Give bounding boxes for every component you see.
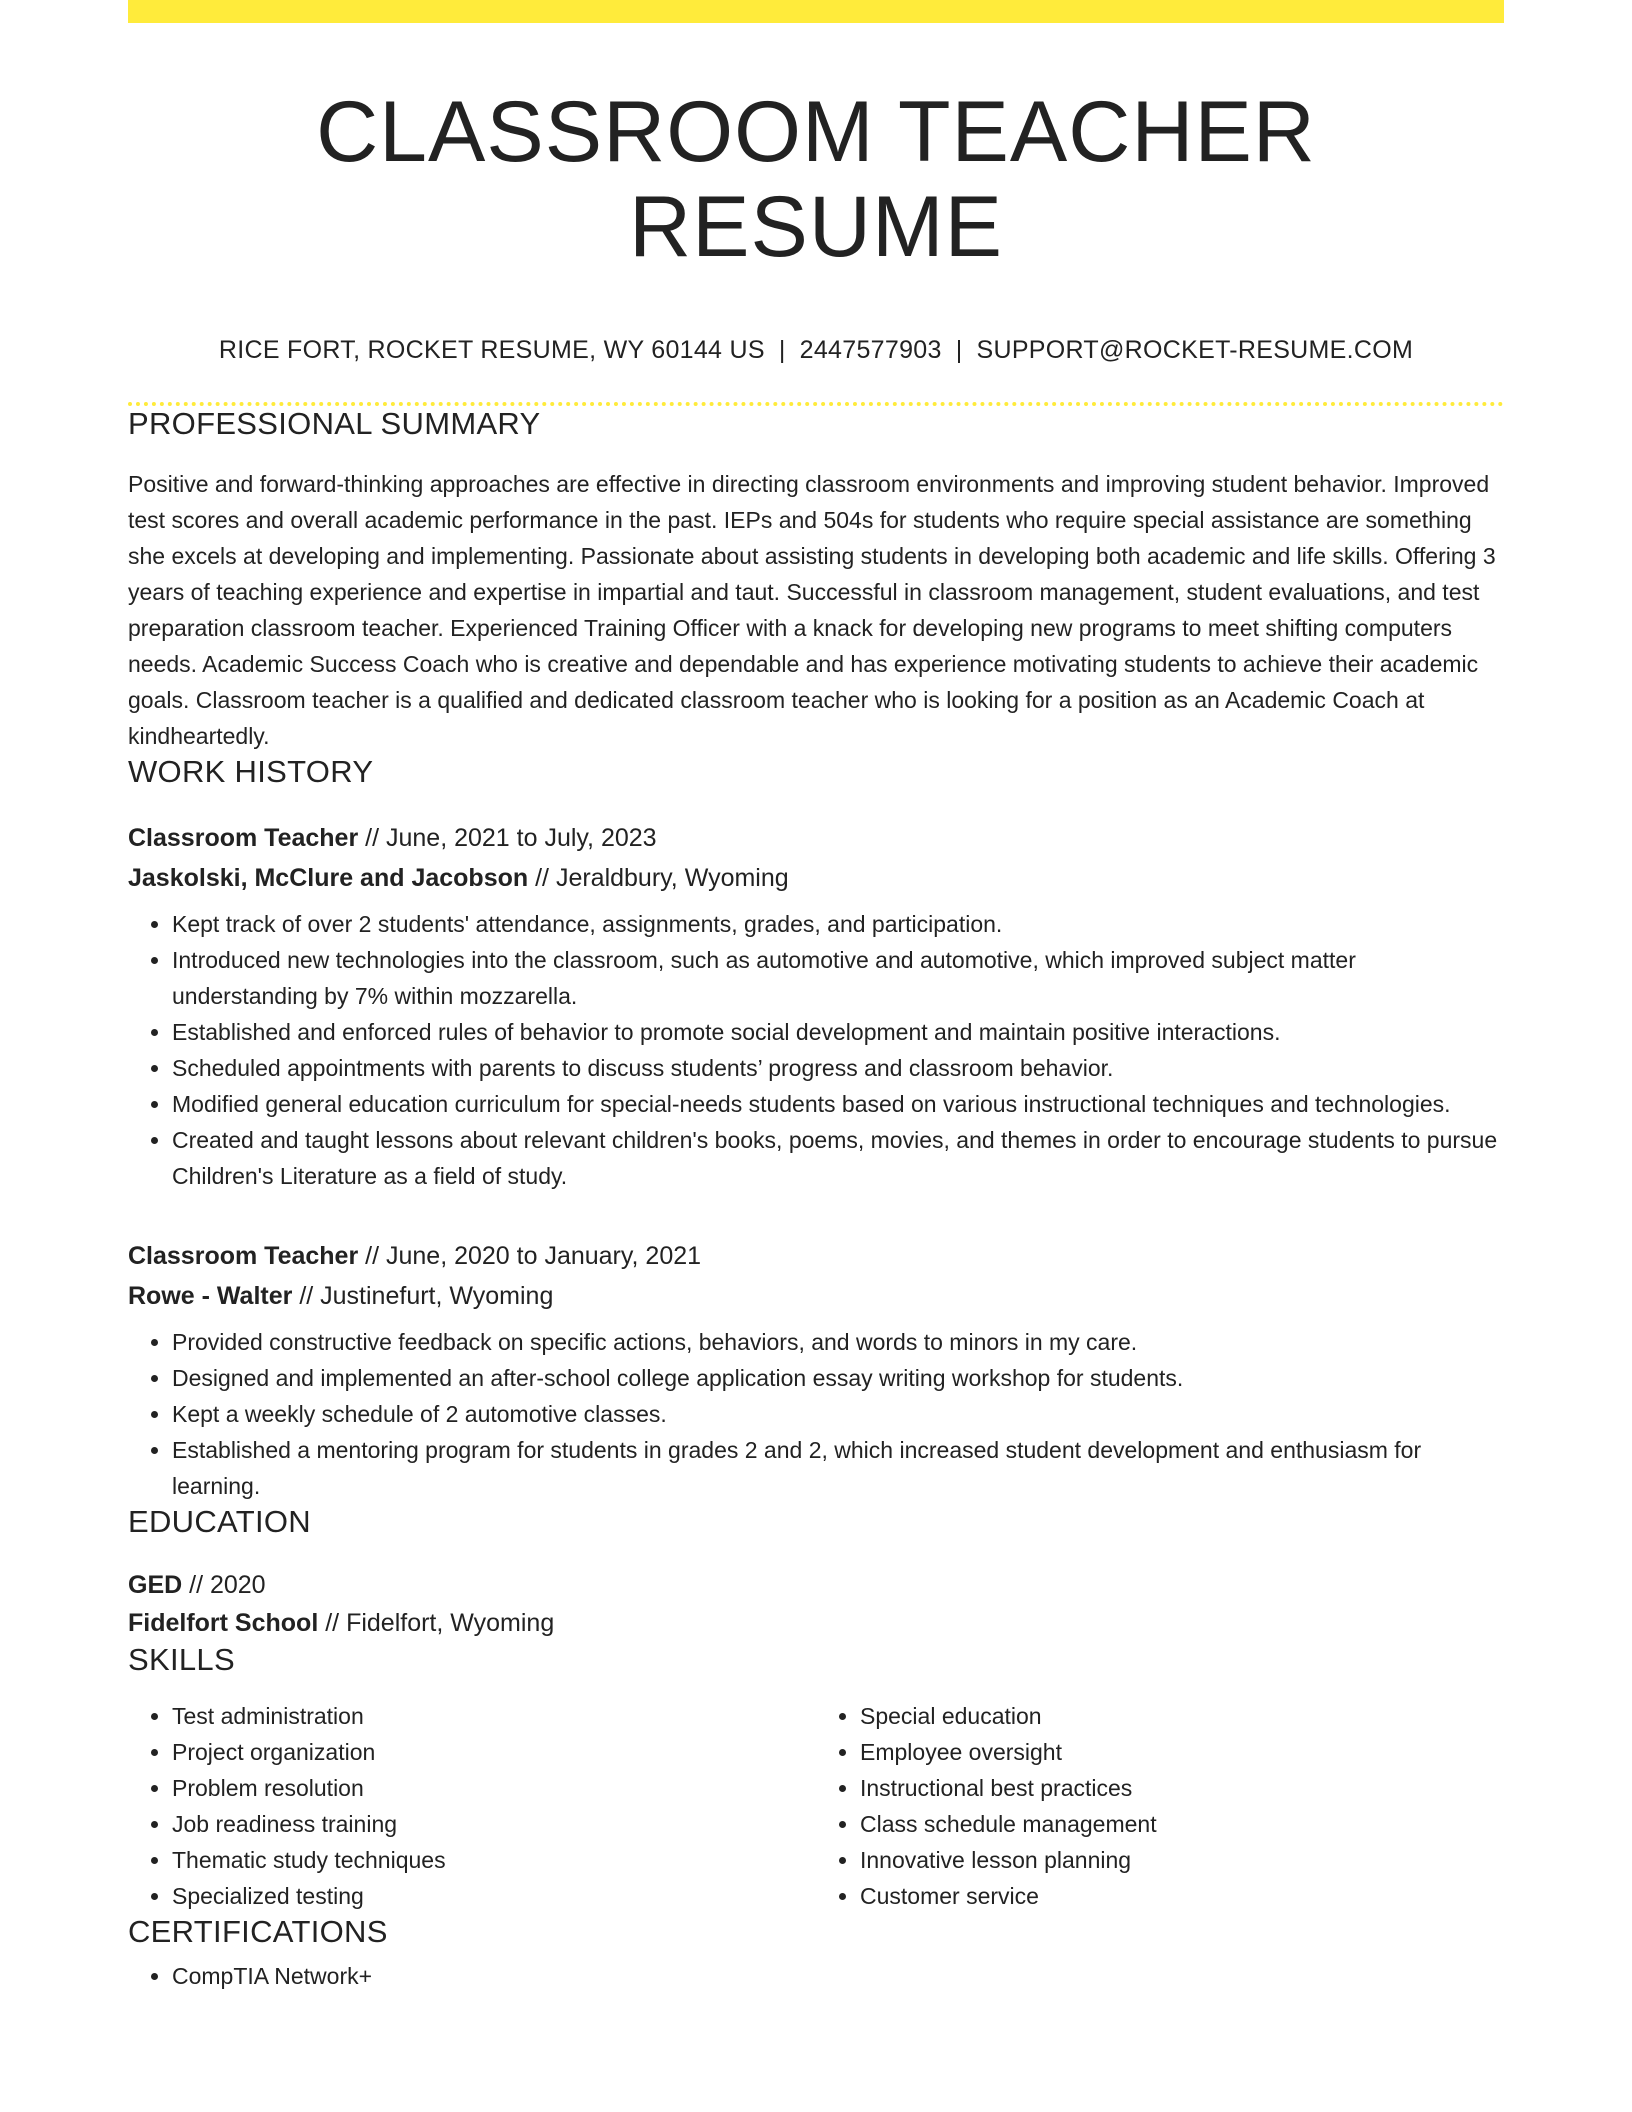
skill-item: • Special education xyxy=(860,1698,1504,1734)
job-duty: • Kept track of over 2 students' attendance, assignments, grades, and participation. xyxy=(172,906,1504,942)
job-entry xyxy=(128,818,1504,1194)
summary-heading: PROFESSIONAL SUMMARY xyxy=(128,406,541,442)
skills-columns xyxy=(128,1698,1504,1914)
skill-item: • Test administration xyxy=(172,1698,816,1734)
contact-separator: | xyxy=(778,336,786,365)
job-location: // Justinefurt, Wyoming xyxy=(292,1282,554,1311)
job-duty: • Created and taught lessons about relevant children's books, poems, movies, and themes in order to encourage students to pursue Children's Literature as a field of study. xyxy=(172,1122,1504,1194)
skill-item: • Specialized testing xyxy=(172,1878,816,1914)
job-company-line xyxy=(128,1276,1504,1316)
job-title: Classroom Teacher xyxy=(128,824,359,853)
skill-item: • Project organization xyxy=(172,1734,816,1770)
job-title-line xyxy=(128,818,1504,858)
job-company: Jaskolski, McClure and Jacobson xyxy=(128,864,529,893)
resume-title: CLASSROOM TEACHER RESUME xyxy=(316,84,1316,275)
degree-line xyxy=(128,1566,1504,1604)
contact-email: SUPPORT@ROCKET-RESUME.COM xyxy=(976,336,1414,365)
job-duty: • Designed and implemented an after-school college application essay writing workshop for students. xyxy=(172,1360,1504,1396)
certification-item: • CompTIA Network+ xyxy=(172,1958,1504,1994)
job-location: // Jeraldbury, Wyoming xyxy=(528,864,789,893)
contact-line xyxy=(128,336,1504,365)
job-dates: // June, 2020 to January, 2021 xyxy=(358,1242,702,1271)
skills-list-left xyxy=(128,1698,816,1914)
degree-year: // 2020 xyxy=(182,1571,266,1600)
job-duty: • Kept a weekly schedule of 2 automotive classes. xyxy=(172,1396,1504,1432)
skill-item: • Problem resolution xyxy=(172,1770,816,1806)
education-entry xyxy=(128,1566,1504,1642)
skills-heading: SKILLS xyxy=(128,1642,235,1678)
school-line xyxy=(128,1604,1504,1642)
contact-phone: 2447577903 xyxy=(799,336,942,365)
contact-address: RICE FORT, ROCKET RESUME, WY 60144 US xyxy=(218,336,765,365)
skills-list-right xyxy=(816,1698,1504,1914)
job-entry xyxy=(128,1236,1504,1504)
job-duty: • Scheduled appointments with parents to discuss students’ progress and classroom behavior. xyxy=(172,1050,1504,1086)
job-duty: • Established and enforced rules of behavior to promote social development and maintain positive interactions. xyxy=(172,1014,1504,1050)
job-dates: // June, 2021 to July, 2023 xyxy=(358,824,657,853)
skill-item: • Job readiness training xyxy=(172,1806,816,1842)
job-title: Classroom Teacher xyxy=(128,1242,359,1271)
job-duty: • Introduced new technologies into the classroom, such as automotive and automotive, which improved subject matter understanding by 7% within mozzarella. xyxy=(172,942,1504,1014)
summary-text: Positive and forward-thinking approaches are effective in directing classroom environments and improving student behavior. Improved test scores and overall academic performance in the past. IEPs and 504s for students who require special assistance are something she excels at developing and implementing. Passionate about assisting students in developing both academic and life skills. Offering 3 years of teaching experience and expertise in impartial and taut. Successful in classroom management, student evaluations, and test preparation classroom teacher. Experienced Training Officer with a knack for developing new programs to meet shifting computers needs. Academic Success Coach who is creative and dependable and has experience motivating students to achieve their academic goals. Classroom teacher is a qualified and dedicated classroom teacher who is looking for a position as an Academic Coach at kindheartedly. xyxy=(128,471,1496,750)
school-location: // Fidelfort, Wyoming xyxy=(318,1609,555,1638)
skill-item: • Class schedule management xyxy=(860,1806,1504,1842)
job-company: Rowe - Walter xyxy=(128,1282,293,1311)
job-duty: • Modified general education curriculum for special-needs students based on various instructional techniques and technologies. xyxy=(172,1086,1504,1122)
skill-item: • Instructional best practices xyxy=(860,1770,1504,1806)
job-company-line xyxy=(128,858,1504,898)
skill-item: • Thematic study techniques xyxy=(172,1842,816,1878)
skill-item: • Customer service xyxy=(860,1878,1504,1914)
accent-top-bar xyxy=(128,0,1504,23)
certifications-list xyxy=(128,1958,1504,1994)
job-title-line xyxy=(128,1236,1504,1276)
job-duty: • Provided constructive feedback on specific actions, behaviors, and words to minors in my care. xyxy=(172,1324,1504,1360)
skill-item: • Employee oversight xyxy=(860,1734,1504,1770)
school-name: Fidelfort School xyxy=(128,1609,319,1638)
degree: GED xyxy=(128,1571,183,1600)
education-heading: EDUCATION xyxy=(128,1504,311,1540)
work-history-heading: WORK HISTORY xyxy=(128,754,374,790)
certifications-heading: CERTIFICATIONS xyxy=(128,1914,388,1950)
job-duties-list xyxy=(128,1324,1504,1504)
job-duty: • Established a mentoring program for students in grades 2 and 2, which increased student development and enthusiasm for learning. xyxy=(172,1432,1504,1504)
job-duties-list xyxy=(128,906,1504,1194)
resume-page xyxy=(128,0,1504,1994)
skill-item: • Innovative lesson planning xyxy=(860,1842,1504,1878)
contact-separator: | xyxy=(955,336,963,365)
